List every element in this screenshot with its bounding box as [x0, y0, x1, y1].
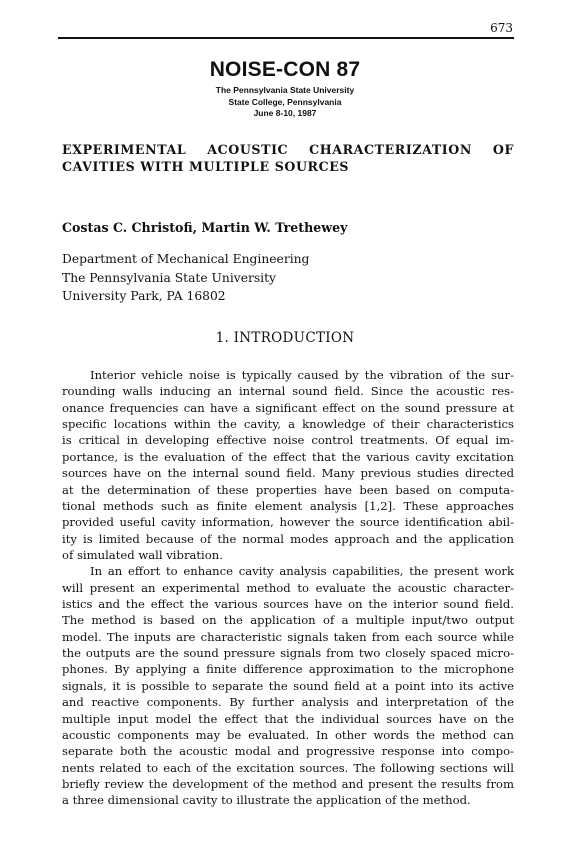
- text-line: The method is based on the application of a multiple input/two output: [62, 613, 514, 628]
- affiliation-line: The Pennsylvania State University: [62, 270, 276, 285]
- text-line: is critical in developing effective noise control treatments. Of equal im-: [62, 433, 514, 448]
- affiliation-line: Department of Mechanical Engineering: [62, 252, 310, 266]
- text-line: at the determination of these properties have been based on computa-: [62, 482, 514, 497]
- conference-university: The Pennsylvania State University: [215, 85, 355, 95]
- text-line: Interior vehicle noise is typically caused by the vibration of the sur-: [90, 368, 514, 382]
- conference-location: State College, Pennsylvania: [228, 97, 342, 107]
- text-line: ity is limited because of the normal modes approach and the application: [62, 531, 514, 546]
- paper-authors: Costas C. Christofi, Martin W. Trethewey: [62, 220, 348, 235]
- text-line: portance, is the evaluation of the effect that the various cavity excitation: [62, 449, 514, 464]
- text-line: the outputs are the sound pressure signals from two closely spaced micro-: [62, 646, 514, 661]
- text-line: specific locations within the cavity, a knowledge of their characteristics: [62, 417, 514, 432]
- text-line: and reactive components. By further analysis and interpretation of the: [62, 695, 514, 710]
- conference-dates: June 8-10, 1987: [253, 108, 317, 118]
- paper-title-line: EXPERIMENTAL ACOUSTIC CHARACTERIZATION OF: [62, 142, 514, 157]
- text-line: rounding walls inducing an internal sound field. Since the acoustic res-: [62, 384, 514, 399]
- text-line: onance frequencies can have a significant effect on the sound pressure at: [62, 400, 514, 415]
- text-line: of simulated wall vibration.: [62, 547, 223, 562]
- text-line: tional methods such as finite element analysis [1,2]. These approaches: [62, 498, 514, 513]
- paragraph-2: [62, 563, 514, 808]
- text-line: model. The inputs are characteristic signals taken from each source while: [62, 629, 514, 644]
- paper-title-line: CAVITIES WITH MULTIPLE SOURCES: [62, 159, 350, 174]
- text-line: phones. By applying a finite difference approximation to the microphone: [62, 662, 514, 677]
- text-line: briefly review the development of the method and present the results from: [62, 776, 514, 791]
- paragraph-1: [62, 367, 514, 563]
- text-line: In an effort to enhance cavity analysis capabilities, the present work: [90, 564, 514, 579]
- text-line: will present an experimental method to evaluate the acoustic character-: [62, 580, 514, 595]
- conference-title: NOISE-CON 87: [209, 58, 361, 81]
- text-line: nents related to each of the excitation sources. The following sections will: [62, 760, 514, 775]
- text-line: istics and the effect the various sources have on the interior sound field.: [62, 597, 514, 612]
- header-rule: [58, 37, 514, 39]
- text-line: separate both the acoustic modal and progressive response into compo-: [62, 744, 514, 759]
- introduction-body: [62, 367, 514, 809]
- author-affiliation: [62, 250, 309, 306]
- page-number: 673: [490, 21, 513, 35]
- text-line: signals, it is possible to separate the sound field at a point into its active: [62, 678, 514, 693]
- text-line: provided useful cavity information, however the source identification abil-: [62, 515, 514, 530]
- text-line: acoustic components may be evaluated. In other words the method can: [62, 727, 514, 742]
- text-line: a three dimensional cavity to illustrate the application of the method.: [62, 793, 471, 808]
- paper-title: [62, 141, 514, 175]
- text-line: multiple input model the effect that the individual sources have on the: [62, 711, 514, 726]
- section-heading: 1. INTRODUCTION: [215, 330, 355, 346]
- text-line: sources have on the internal sound field. Many previous studies directed: [62, 466, 514, 481]
- affiliation-line: University Park, PA 16802: [62, 289, 226, 303]
